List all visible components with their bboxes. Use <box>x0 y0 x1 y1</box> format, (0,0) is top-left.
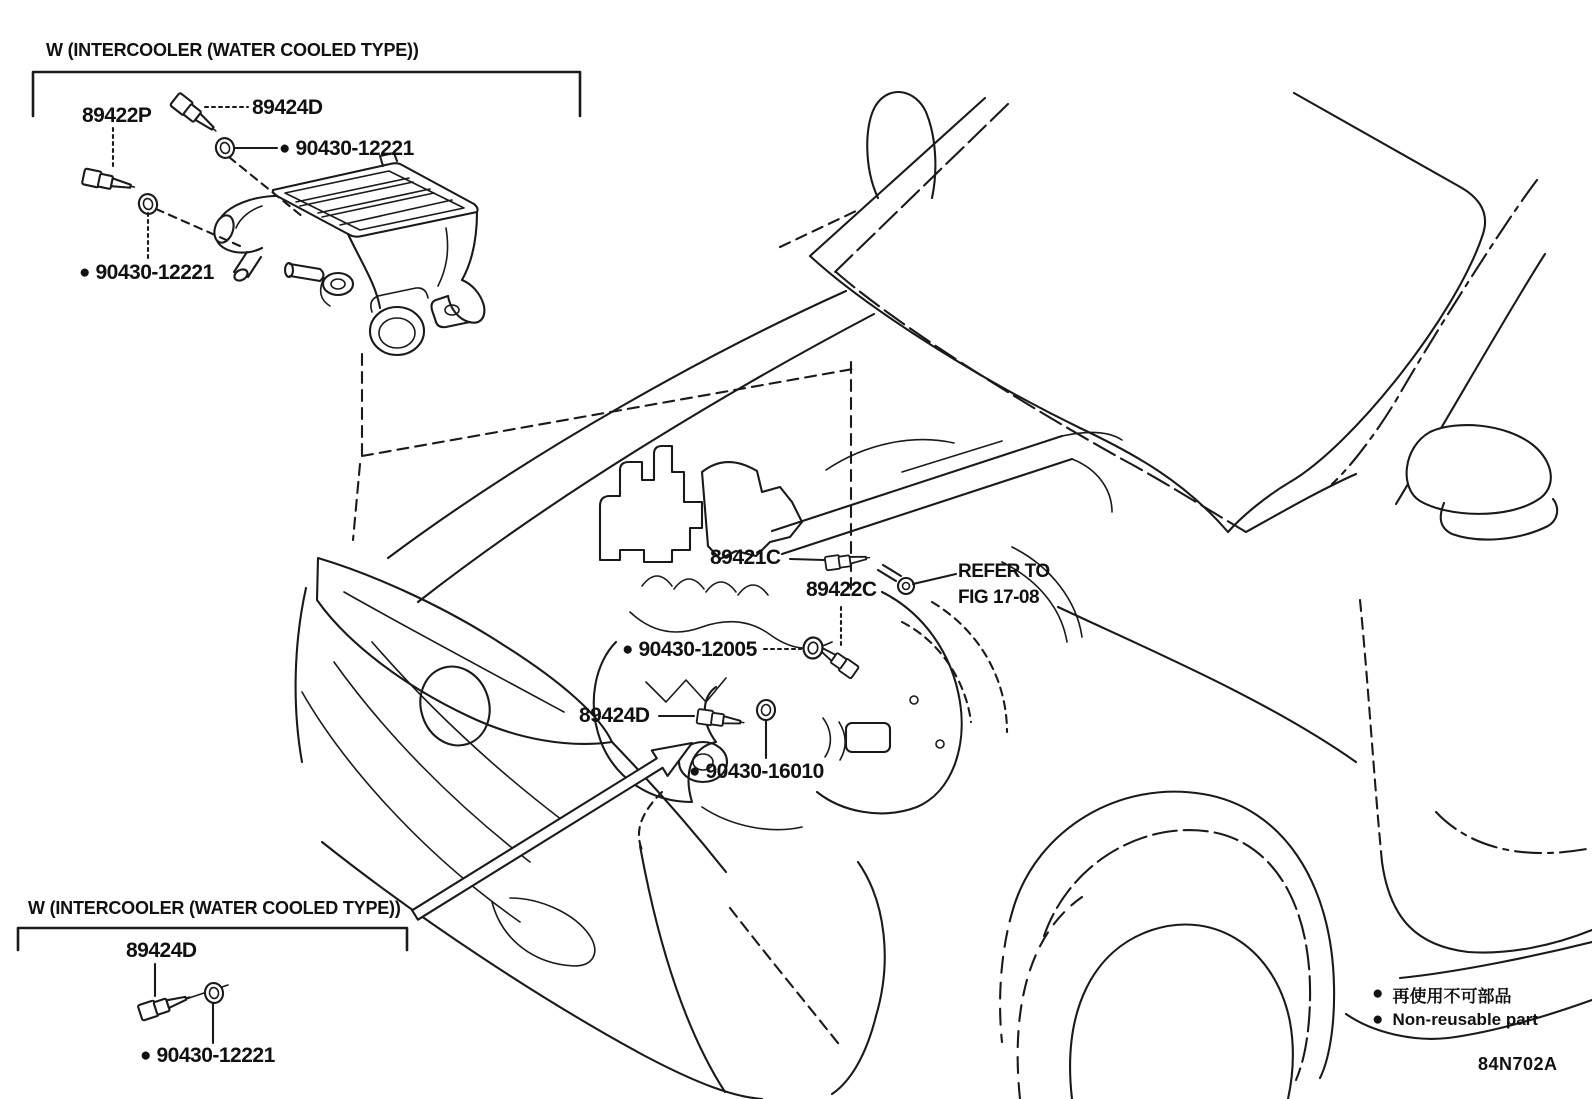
non-reusable-bullet-icon: ● <box>1372 1008 1384 1030</box>
non-reusable-bullet-icon: ● <box>689 760 701 782</box>
callout-89424d-top[interactable]: 89424D <box>252 96 323 119</box>
callout-90430-16010[interactable]: ● 90430-16010 <box>689 760 824 783</box>
antenna-fin <box>867 92 935 198</box>
sensor-89422p <box>82 168 136 194</box>
non-reusable-bullet-icon: ● <box>140 1044 152 1066</box>
oring-12221-bottom <box>203 982 224 1005</box>
sensor-89424d-top <box>170 93 221 138</box>
emblem <box>410 657 499 754</box>
non-reusable-bullet-icon: ● <box>1372 983 1384 1004</box>
non-reusable-bullet-icon: ● <box>279 137 291 159</box>
sensor-89424d-engine <box>696 709 744 730</box>
oring-12221-a <box>214 136 237 160</box>
callout-89421c[interactable]: 89421C <box>710 546 781 569</box>
callout-90430-12221-a[interactable]: ● 90430-12221 <box>279 137 414 160</box>
callout-90430-12221-bottom[interactable]: ● 90430-12221 <box>140 1044 275 1067</box>
callout-90430-12005[interactable]: ● 90430-12005 <box>622 638 757 661</box>
legend-jp: ● 再使用不可部品 <box>1372 983 1512 1006</box>
bolt-refer-to <box>878 565 914 594</box>
side-mirror <box>1407 425 1551 514</box>
section-header-bottom: W (INTERCOOLER (WATER COOLED TYPE)) <box>28 898 401 918</box>
section-header-top: W (INTERCOOLER (WATER COOLED TYPE)) <box>46 40 419 60</box>
sensor-89421c <box>825 551 871 571</box>
callout-89422p[interactable]: 89422P <box>82 104 152 127</box>
intercooler-assembly <box>211 153 484 355</box>
callout-89424d-engine[interactable]: 89424D <box>579 704 650 727</box>
callout-90430-12221-b[interactable]: ● 90430-12221 <box>79 261 214 284</box>
sensor-89424d-bottom <box>138 989 192 1020</box>
note-refer-to-line2: FIG 17-08 <box>958 587 1040 608</box>
note-refer-to-line1: REFER TO <box>958 561 1050 582</box>
figure-code: 84N702A <box>1478 1054 1558 1074</box>
bracket-bottom <box>18 928 407 950</box>
callout-89424d-bottom[interactable]: 89424D <box>126 939 197 962</box>
callout-89422c[interactable]: 89422C <box>806 578 877 601</box>
non-reusable-bullet-icon: ● <box>622 638 634 660</box>
non-reusable-bullet-icon: ● <box>79 261 91 283</box>
wheel-arch <box>1014 792 1334 1078</box>
oring-12005 <box>802 636 824 660</box>
legend-en: ● Non-reusable part <box>1372 1008 1538 1030</box>
headlight <box>317 558 612 744</box>
car-body-outline <box>296 92 1592 1099</box>
oring-16010 <box>756 699 776 720</box>
